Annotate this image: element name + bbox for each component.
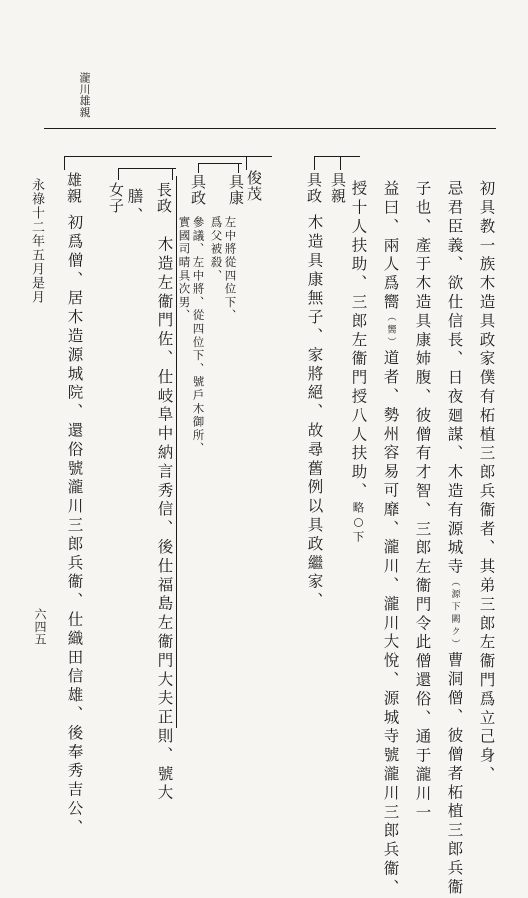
bracket-note: （嚮） bbox=[385, 312, 396, 350]
tomoyasu-1-note-2: 爲父被殺、 bbox=[209, 216, 224, 283]
tomomasa-1-note-2: 實國司晴具次男、 bbox=[177, 216, 192, 323]
person-nagamasa: 長政 bbox=[155, 182, 173, 214]
tree-connector bbox=[198, 163, 199, 173]
tomoyasu-1-note-1: 左中將從四位下、 bbox=[223, 216, 238, 323]
tomomasa-2-text: 木造具康無子、家將絕、故尋舊例以具政繼家、 bbox=[305, 214, 324, 611]
tree-connector bbox=[340, 156, 341, 170]
margin-date-note: 永祿十二年五月是月 bbox=[29, 178, 44, 304]
omission-mark: 略○下 bbox=[351, 501, 366, 544]
person-tomomasa-2: 具政 bbox=[305, 172, 323, 204]
person-daughter: 女子 bbox=[107, 182, 125, 214]
main-text-column-2-part-b: 曹洞僧、彼僧者柘植三郎兵衞 bbox=[445, 651, 464, 898]
person-toshishige: 俊茂 bbox=[245, 170, 263, 202]
main-text-column-2 bbox=[446, 180, 462, 897]
header-rule bbox=[44, 128, 496, 129]
running-title: 瀧川雄親 bbox=[78, 72, 91, 118]
main-text-column-2-part-a: 忌君臣義、欲仕信長、日夜廻謀、木造有源城寺 bbox=[445, 180, 464, 577]
tomomasa-1-note-1: 參議、左中將、從四位下、號戶木御所、 bbox=[191, 216, 206, 456]
main-text-column-5 bbox=[350, 180, 366, 544]
tree-connector bbox=[172, 168, 173, 180]
tree-connector bbox=[314, 156, 315, 170]
tree-vertical-long bbox=[176, 176, 177, 728]
person-tomoyasu-1: 具康 bbox=[227, 174, 245, 206]
tree-connector bbox=[118, 168, 119, 180]
tree-connector bbox=[246, 156, 247, 170]
tree-mid-bar bbox=[198, 163, 242, 164]
nagamasa-text-1: 木造左衞門佐、仕岐阜中納言秀信、後仕福島左衞門大夫正則、號大 bbox=[155, 236, 174, 803]
main-text-column-4-part-a: 益曰、兩人爲嚮 bbox=[381, 180, 400, 313]
tree-connector bbox=[238, 163, 239, 173]
tree-top-bar bbox=[64, 156, 272, 157]
tree-mid-bar bbox=[118, 168, 176, 169]
main-text-column-4-part-b: 道者、勢州容易可靡、瀧川、瀧川大悅、源城寺號瀧川三郎兵衞、 bbox=[381, 349, 400, 898]
page-number: 六四五 bbox=[33, 608, 47, 646]
main-text-column-5-part-a: 授十人扶助、三郎左衞門授八人扶助、 bbox=[349, 180, 368, 502]
tree-vertical bbox=[64, 156, 65, 170]
katsuchika-text: 初爲僧、居木造源城院、還俗號瀧川三郎兵衞、仕織田信雄、後奉秀吉公、 bbox=[65, 214, 84, 838]
main-text-column-4 bbox=[382, 180, 398, 898]
bracket-note: （源下闕ク） bbox=[449, 576, 460, 652]
tree-top-bar bbox=[314, 156, 360, 157]
main-text-column-1: 初具教一族木造具政家僕有柘植三郎兵衞者、其弟三郎左衞門爲立己身、 bbox=[477, 180, 496, 785]
person-tomomasa-1: 具政 bbox=[189, 174, 207, 206]
person-tomochika: 具親 bbox=[329, 172, 347, 204]
nagamasa-text-2: 膳、 bbox=[125, 188, 144, 226]
main-text-column-3: 子也、產于木造具康姉腹、彼僧有才智、三郎左衞門令此僧還俗、通于瀧川一 bbox=[413, 180, 432, 823]
person-katsuchika: 雄親 bbox=[65, 172, 83, 204]
